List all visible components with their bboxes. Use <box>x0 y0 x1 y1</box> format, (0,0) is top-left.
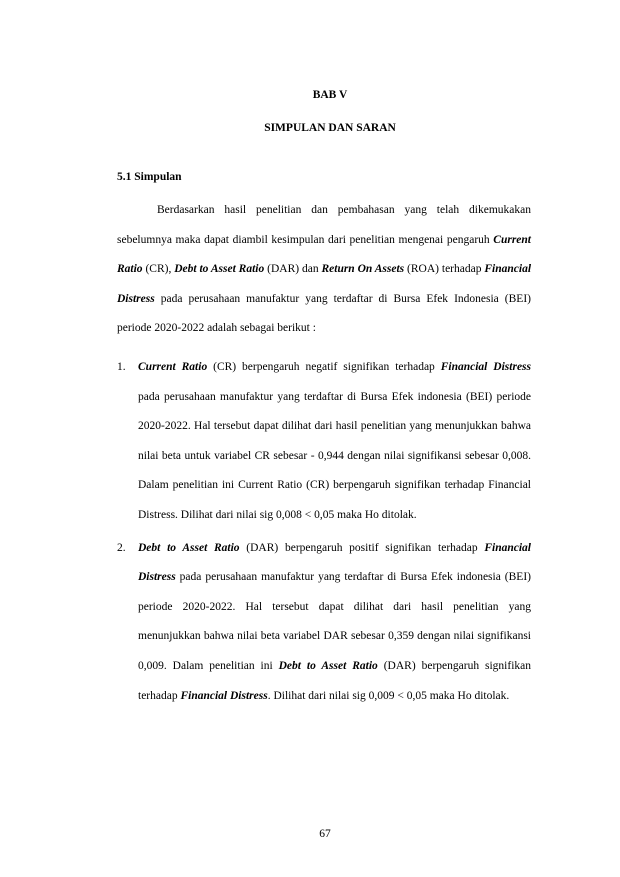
list-item <box>117 534 531 712</box>
intro-text-3: (DAR) dan <box>264 263 322 276</box>
list-item <box>117 353 531 531</box>
intro-paragraph <box>117 196 531 344</box>
chapter-number: BAB V <box>312 89 348 101</box>
conclusion-list <box>117 353 531 711</box>
list-item-number: 1. <box>117 360 126 373</box>
list-item-term: Current Ratio <box>138 360 208 373</box>
term-current-ratio: Current Ratio <box>117 233 531 276</box>
list-item-term: Financial Distress <box>440 360 531 373</box>
intro-text-5: pada perusahaan manufaktur yang terdaftar di Bursa Efek Indonesia (BEI) periode 2020-2022 adalah sebagai berikut : <box>117 292 531 335</box>
list-item-term: Debt to Asset Ratio <box>138 541 240 554</box>
list-item-text: pada perusahaan manufaktur yang terdaftar di Bursa Efek indonesia (BEI) periode 2020-2022. Hal tersebut dapat dilihat dari hasil penelitian yang menunjukkan bahwa nilai beta untuk variabel CR sebesar - 0,944 dengan nilai signifikansi sebesar 0,008. Dalam penelitian ini Current Ratio (CR) berpengaruh signifikan terhadap Financial Distress. Dilihat dari nilai sig 0,008 < 0,05 maka Ho ditolak. <box>138 390 531 521</box>
intro-text-2: (CR), <box>142 263 175 276</box>
list-item-text: pada perusahaan manufaktur yang terdaftar di Bursa Efek indonesia (BEI) periode 2020-2022. Hal tersebut dapat dilihat dari hasil penelitian yang menunjukkan bahwa nilai beta variabel DAR sebesar 0,359 dengan nilai signifikansi 0,009. Dalam penelitian ini <box>138 571 531 672</box>
list-item-text: . Dilihat dari nilai sig 0,009 < 0,05 maka Ho ditolak. <box>267 689 510 702</box>
list-item-text: (DAR) berpengaruh positif signifikan terhadap <box>239 541 485 554</box>
chapter-title: SIMPULAN DAN SARAN <box>264 122 396 134</box>
list-item-text: (DAR) berpengaruh signifikan terhadap <box>138 659 532 702</box>
page-number: 67 <box>319 828 331 840</box>
list-item-term: Financial Distress <box>138 541 531 584</box>
list-item-number: 2. <box>117 541 126 554</box>
list-item-text: (CR) berpengaruh negatif signifikan terhadap <box>207 360 441 373</box>
intro-text-4: (ROA) terhadap <box>404 263 485 276</box>
list-item-term: Debt to Asset Ratio <box>278 659 378 672</box>
section-heading: 5.1 Simpulan <box>117 171 182 183</box>
intro-text-1: Berdasarkan hasil penelitian dan pembahasan yang telah dikemukakan sebelumnya maka dapat diambil kesimpulan dari penelitian mengenai pengaruh <box>117 204 531 246</box>
term-financial-distress: Financial Distress <box>117 263 532 305</box>
document-body <box>117 196 531 714</box>
term-return-on-assets: Return On Assets <box>321 263 405 276</box>
term-debt-to-asset-ratio: Debt to Asset Ratio <box>174 263 265 276</box>
list-item-term: Financial Distress <box>180 689 268 702</box>
